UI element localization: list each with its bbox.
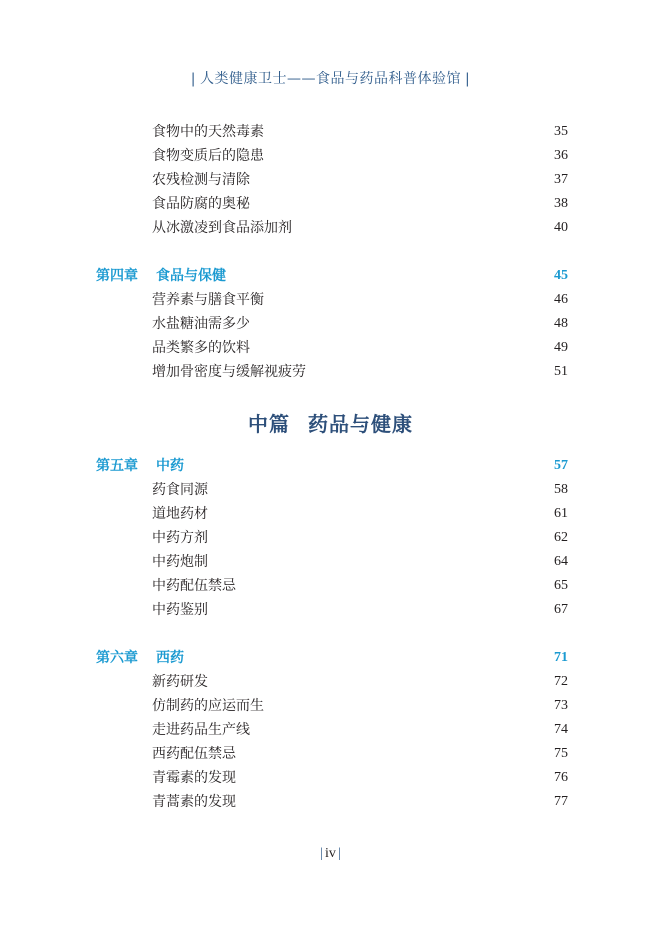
toc-entry-title: 青蒿素的发现 — [152, 794, 236, 810]
chapter-page: 57 — [554, 458, 568, 473]
toc-entry-page: 65 — [554, 578, 568, 593]
toc-entry-title: 中药方剂 — [152, 530, 208, 546]
toc-entry-page: 38 — [554, 196, 568, 211]
toc-entry-page: 58 — [554, 482, 568, 497]
toc-entry[interactable] — [152, 289, 568, 311]
toc-entry-title: 营养素与膳食平衡 — [152, 292, 264, 308]
folio-rule-left: | — [320, 846, 324, 861]
toc-entry[interactable] — [152, 313, 568, 335]
toc-entry[interactable] — [152, 503, 568, 525]
toc-entry-title: 农残检测与清除 — [152, 172, 250, 188]
toc-entry-title: 食品防腐的奥秘 — [152, 196, 250, 212]
toc-entry[interactable] — [152, 767, 568, 789]
chapter-page: 45 — [554, 268, 568, 283]
chapter-number: 第五章 — [96, 458, 138, 474]
toc-entry-page: 35 — [554, 124, 568, 139]
toc-entry[interactable] — [152, 527, 568, 549]
toc-entry-page: 77 — [554, 794, 568, 809]
header-rule-left: | — [190, 71, 196, 87]
toc-entry[interactable] — [152, 479, 568, 501]
toc-entry-page: 49 — [554, 340, 568, 355]
toc-entry[interactable] — [152, 551, 568, 573]
toc-entry[interactable] — [152, 791, 568, 813]
toc-entry-page: 72 — [554, 674, 568, 689]
toc-entry-page: 76 — [554, 770, 568, 785]
chapter-number: 第四章 — [96, 268, 138, 284]
toc-entry-page: 67 — [554, 602, 568, 617]
toc-entry[interactable] — [152, 169, 568, 191]
toc-entry-title: 西药配伍禁忌 — [152, 746, 236, 762]
part-name: 药品与健康 — [308, 412, 413, 436]
toc-entry-page: 46 — [554, 292, 568, 307]
toc-entry-page: 74 — [554, 722, 568, 737]
toc-entry[interactable] — [152, 695, 568, 717]
toc-entry-title: 食物变质后的隐患 — [152, 148, 264, 164]
toc-entry-title: 中药配伍禁忌 — [152, 578, 236, 594]
toc-entry-page: 75 — [554, 746, 568, 761]
toc-entry-page: 37 — [554, 172, 568, 187]
part-title — [0, 408, 661, 437]
toc-entry[interactable] — [152, 599, 568, 621]
toc-entry-page: 36 — [554, 148, 568, 163]
toc-entry-title: 品类繁多的饮料 — [152, 340, 250, 356]
toc-entry[interactable] — [152, 145, 568, 167]
toc-entry-title: 走进药品生产线 — [152, 722, 250, 738]
toc-entry-title: 中药鉴别 — [152, 602, 208, 618]
toc-entry-title: 新药研发 — [152, 674, 208, 690]
toc-entry-title: 从冰激凌到食品添加剂 — [152, 220, 292, 236]
folio-number: iv — [325, 846, 336, 861]
page-folio — [0, 846, 661, 862]
chapter-page: 71 — [554, 650, 568, 665]
toc-entry[interactable] — [152, 719, 568, 741]
chapter-heading-5[interactable] — [96, 455, 568, 477]
toc-entry-page: 62 — [554, 530, 568, 545]
part-label: 中篇 — [248, 412, 290, 436]
header-rule-right: | — [465, 71, 471, 87]
toc-entry[interactable] — [152, 575, 568, 597]
toc-entry[interactable] — [152, 217, 568, 239]
toc-entry-title: 食物中的天然毒素 — [152, 124, 264, 140]
toc-entry-page: 64 — [554, 554, 568, 569]
toc-entry-page: 61 — [554, 506, 568, 521]
toc-entry[interactable] — [152, 337, 568, 359]
toc-entry[interactable] — [152, 743, 568, 765]
toc-entry-page: 73 — [554, 698, 568, 713]
toc-entry-page: 51 — [554, 364, 568, 379]
toc-entry-page: 48 — [554, 316, 568, 331]
running-header — [0, 68, 661, 88]
toc-entry[interactable] — [152, 121, 568, 143]
toc-entry[interactable] — [152, 361, 568, 383]
chapter-title: 西药 — [156, 650, 184, 666]
chapter-title: 食品与保健 — [156, 268, 226, 284]
chapter-heading-6[interactable] — [96, 647, 568, 669]
header-title: 人类健康卫士——食品与药品科普体验馆 — [200, 71, 461, 87]
chapter-title: 中药 — [156, 458, 184, 474]
toc-entry-title: 中药炮制 — [152, 554, 208, 570]
toc-entry-title: 增加骨密度与缓解视疲劳 — [152, 364, 306, 380]
toc-entry-title: 仿制药的应运而生 — [152, 698, 264, 714]
toc-entry[interactable] — [152, 671, 568, 693]
folio-rule-right: | — [337, 846, 341, 861]
chapter-heading-4[interactable] — [96, 265, 568, 287]
toc-entry-title: 青霉素的发现 — [152, 770, 236, 786]
toc-entry-title: 药食同源 — [152, 482, 208, 498]
toc-entry-title: 水盐糖油需多少 — [152, 316, 250, 332]
toc-entry[interactable] — [152, 193, 568, 215]
toc-entry-page: 40 — [554, 220, 568, 235]
toc-entry-title: 道地药材 — [152, 506, 208, 522]
chapter-number: 第六章 — [96, 650, 138, 666]
